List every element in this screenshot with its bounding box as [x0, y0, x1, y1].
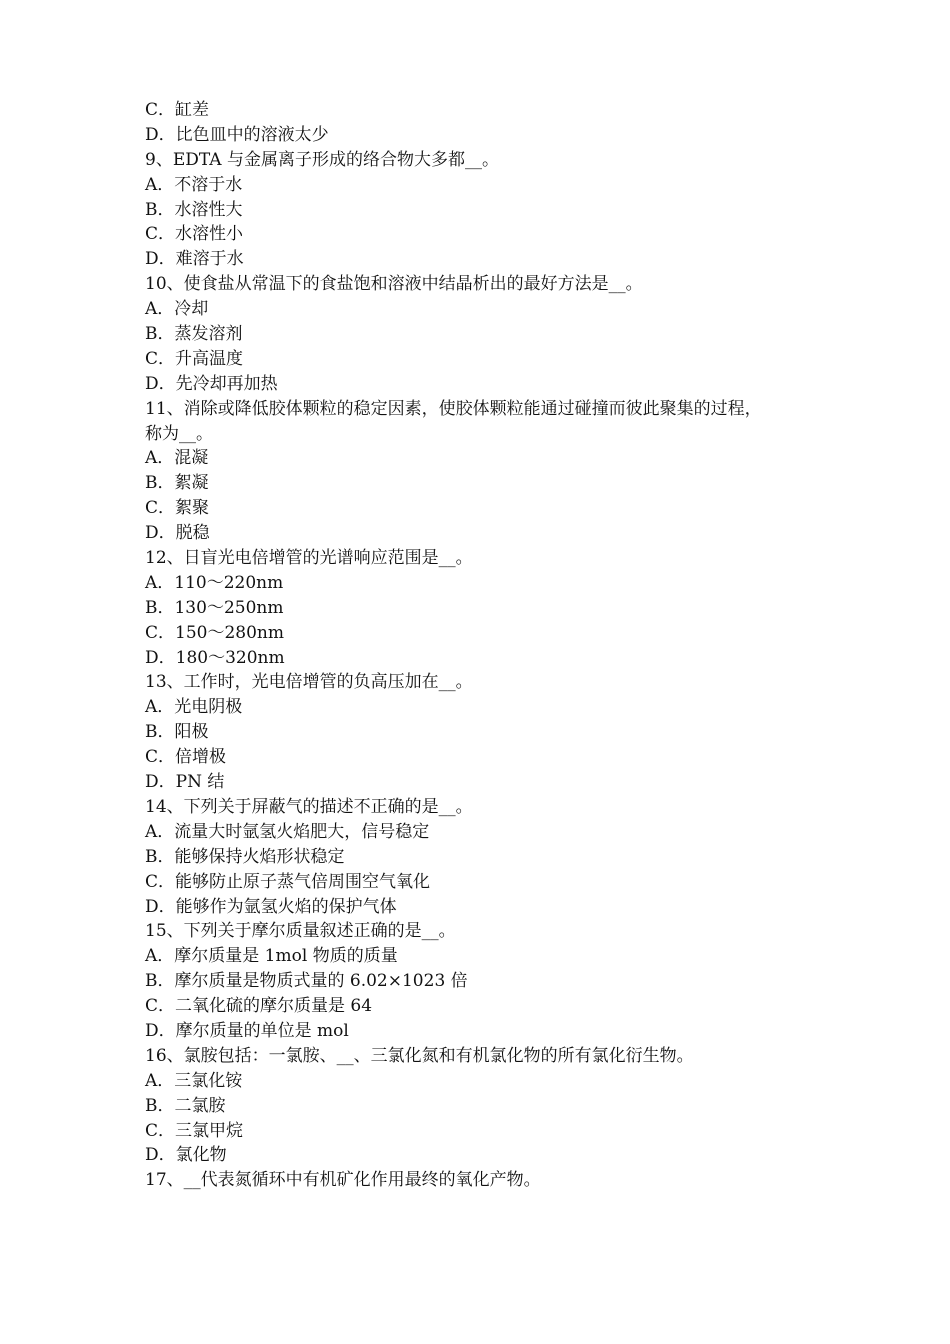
option-a: A．不溶于水: [145, 174, 243, 195]
document-page: [145, 98, 825, 1193]
option-b: B．能够保持火焰形状稳定: [145, 846, 345, 867]
option-b: B．130～250nm: [145, 597, 284, 618]
option-a: A．光电阴极: [145, 697, 243, 718]
question-16: [145, 1044, 825, 1168]
question-15: [145, 919, 825, 1043]
question-stem-continued: 称为__。: [145, 423, 213, 444]
option-d: D．比色皿中的溶液太少: [145, 124, 329, 145]
question-10: [145, 272, 825, 396]
question-stem: 12、日盲光电倍增管的光谱响应范围是__。: [145, 548, 473, 569]
option-b: B．水溶性大: [145, 199, 243, 220]
question-stem: 16、氯胺包括：一氯胺、__、三氯化氮和有机氯化物的所有氯化衍生物。: [145, 1045, 694, 1066]
option-a: A．混凝: [145, 448, 209, 469]
question-13: [145, 670, 825, 794]
option-a: A．流量大时氩氢火焰肥大，信号稳定: [145, 821, 430, 842]
option-a: A．三氯化铵: [145, 1070, 243, 1091]
option-b: B．阳极: [145, 722, 209, 743]
option-b: B．二氯胺: [145, 1095, 226, 1116]
question-stem: 14、下列关于屏蔽气的描述不正确的是__。: [145, 796, 473, 817]
question-17: [145, 1168, 825, 1193]
option-b: B．摩尔质量是物质式量的 6.02×1023 倍: [145, 971, 468, 992]
option-c: C．升高温度: [145, 348, 244, 369]
question-11: [145, 397, 825, 546]
option-a: A．110～220nm: [145, 572, 284, 593]
question-stem: 10、使食盐从常温下的食盐饱和溶液中结晶析出的最好方法是__。: [145, 274, 643, 295]
option-d: D．氯化物: [145, 1145, 227, 1166]
question-8-remaining-options: [145, 98, 825, 148]
option-d: D．脱稳: [145, 523, 210, 544]
question-stem: 9、EDTA 与金属离子形成的络合物大多都__。: [145, 149, 499, 170]
option-c: C．水溶性小: [145, 224, 244, 245]
question-stem: 13、工作时，光电倍增管的负高压加在__。: [145, 672, 473, 693]
option-d: D．难溶于水: [145, 249, 244, 270]
option-b: B．蒸发溶剂: [145, 324, 243, 345]
question-12: [145, 546, 825, 670]
option-c: C．倍增极: [145, 747, 227, 768]
option-c: C．三氯甲烷: [145, 1120, 244, 1141]
question-stem: 15、下列关于摩尔质量叙述正确的是__。: [145, 921, 456, 942]
option-d: D．180～320nm: [145, 647, 285, 668]
option-b: B．絮凝: [145, 473, 209, 494]
question-14: [145, 795, 825, 919]
question-9: [145, 148, 825, 272]
option-d: D．先冷却再加热: [145, 373, 278, 394]
option-c: C．缸差: [145, 100, 210, 120]
option-d: D．PN 结: [145, 772, 225, 793]
option-c: C．150～280nm: [145, 622, 284, 643]
option-c: C．絮聚: [145, 498, 210, 519]
option-a: A．摩尔质量是 1mol 物质的质量: [145, 946, 398, 967]
option-a: A．冷却: [145, 299, 209, 320]
question-stem: 11、消除或降低胶体颗粒的稳定因素，使胶体颗粒能通过碰撞而彼此聚集的过程，: [145, 398, 762, 419]
option-d: D．能够作为氩氢火焰的保护气体: [145, 896, 397, 917]
option-d: D．摩尔质量的单位是 mol: [145, 1020, 349, 1041]
option-c: C．能够防止原子蒸气倍周围空气氧化: [145, 871, 431, 892]
question-stem: 17、__代表氮循环中有机矿化作用最终的氧化产物。: [145, 1170, 541, 1191]
option-c: C．二氧化硫的摩尔质量是 64: [145, 996, 373, 1017]
